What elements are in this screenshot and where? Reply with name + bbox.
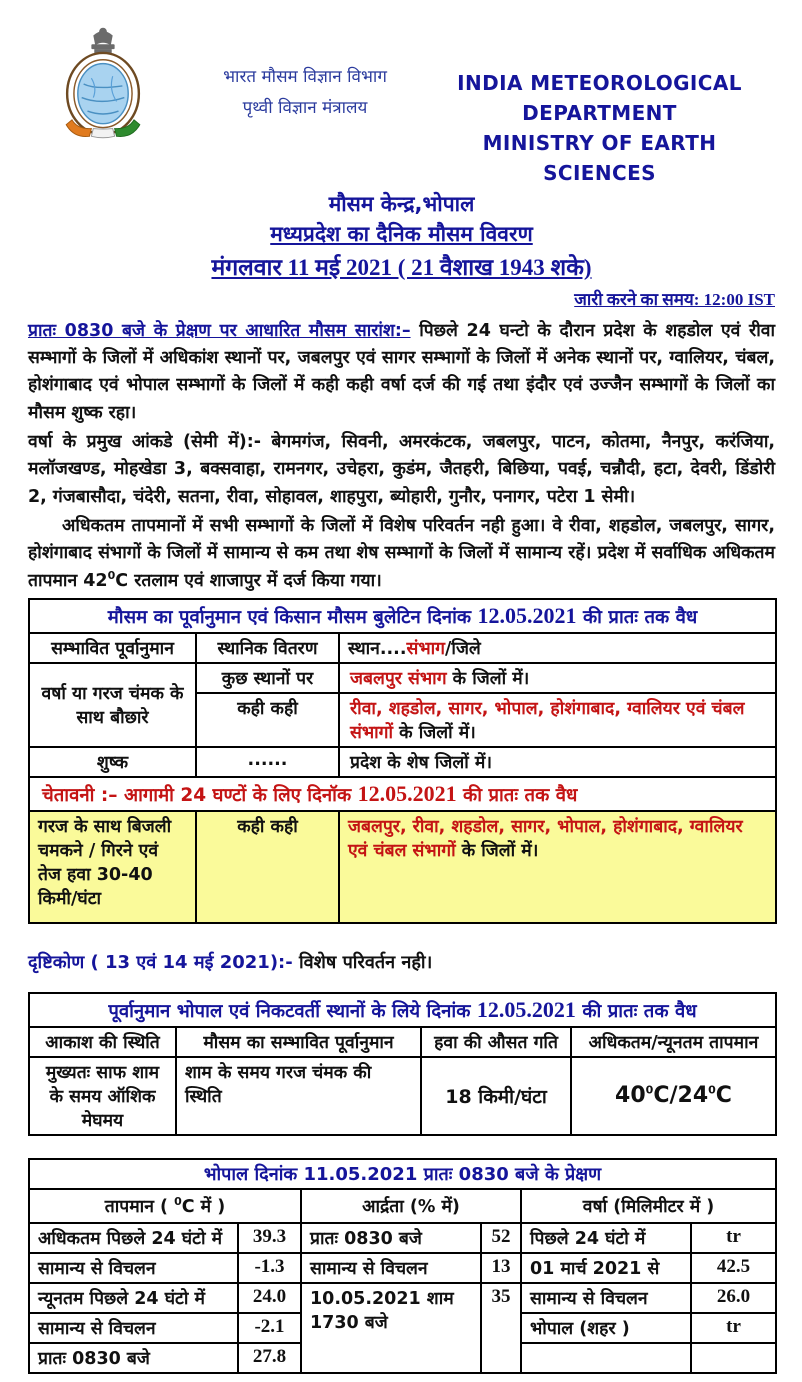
warning-valid-date: 12.05.2021 [357,780,457,806]
rainfall-group-header: वर्षा (मिलिमीटर में ) [521,1189,776,1223]
forecast-title-suffix: की प्रातः तक वैध [576,606,698,628]
bhopal-title-text: पूर्वानुमान भोपाल एवं निकटवर्ती स्थानों के लिये दिनांक [108,1000,477,1022]
area-2-suffix: के जिलों में। [393,722,476,743]
humidity-label-1: प्रातः 0830 बजे [301,1223,481,1253]
temp-header-pre: तापमान ( [104,1196,175,1217]
dept-hindi-line2: पृथ्वी विज्ञान मंत्रालय [242,98,368,119]
humidity-value-1: 52 [481,1223,521,1253]
observations-row-3 [29,1283,776,1313]
bhopal-forecast-header-row [29,1027,776,1057]
forecast-title-text: मौसम का पूर्वानुमान एवं किसान मौसम बुलेटिन दिनांक [107,606,478,628]
warning-title-text: चेतावनी :– आगामी 24 घण्टों के लिए दिनॉक [42,784,358,806]
rainfall-heading: वर्षा के प्रमुख आंकडे (सेमी में):- [28,431,261,452]
humidity-value-3: 35 [481,1283,521,1373]
warning-table [28,776,777,924]
rain-value-2: 42.5 [691,1253,776,1283]
rainfall-body: बेगमगंज, सिवनी, अमरकंटक, जबलपुर, पाटन, कोतमा, नैनपुर, करंजिया, मलॉजखण्ड, मोहखेडा 3, बक्सवाहा, रामनगर, उचेहरा, कुडंम, जैतहरी, बिछिया, पवई, चन्नौदी, हटा, देवरी, डिंडोरी 2, गंजबासौदा, चंदेरी, सतना, रीवा, सोहावल, शाहपुरा, ब्योहारी, गुनौर, पनागर, पटेरा 1 सेमी। [28,431,775,507]
bhopal-title-suffix: की प्रातः तक वैध [575,1000,697,1022]
max-min-temp-value [571,1057,776,1135]
area-2-divisions: रीवा, शहडोल, सागर, भोपाल, होशंगाबाद, ग्वालियर एवं चंबल संभागों [350,698,745,743]
temp-label-2: सामान्य से विचलन [29,1253,238,1283]
col-header-place [339,633,776,663]
temp-sup-2: 0 [708,1083,716,1097]
forecast-valid-date: 12.05.2021 [477,602,577,628]
temperature-group-header [29,1189,301,1223]
imd-logo [28,20,186,148]
warning-area-suffix: के जिलों में। [455,840,539,861]
temp-label-1: अधिकतम पिछले 24 घंटो में [29,1223,238,1253]
forecast-row-1 [29,663,776,693]
dept-hindi-line1: भारत मौसम विज्ञान विभाग [223,67,387,87]
outlook-line [28,950,775,974]
temp-header-post: C में ) [181,1196,226,1217]
observations-group-header-row [29,1189,776,1223]
warning-title-suffix: की प्रातः तक वैध [456,784,578,806]
forecast-area-1 [339,663,776,693]
rain-label-4: भोपाल (शहर ) [521,1313,691,1343]
col-header-distribution: स्थानिक वितरण [196,633,339,663]
temperature-body-2: में दर्ज किया गया। [260,571,382,592]
place-header-division: संभाग [406,638,446,659]
forecast-row-3 [29,747,776,777]
temp-max-number: 40 [615,1083,646,1109]
observations-title-row [29,1159,776,1189]
rain-label-2: 01 मार्च 2021 से [521,1253,691,1283]
forecast-title-row [29,599,776,633]
distribution-isolated: कही कही [196,693,339,747]
rain-label-5 [521,1343,691,1373]
dept-name-hindi [186,62,424,125]
rain-value-3: 26.0 [691,1283,776,1313]
area-1-divisions: जबलपुर संभाग [350,668,447,689]
rain-value-4: tr [691,1313,776,1343]
humidity-label-3: 10.05.2021 शाम 1730 बजे [301,1283,481,1373]
area-1-suffix: के जिलों में। [446,668,530,689]
temp-sup-1: 0 [645,1083,654,1097]
sky-condition-value: मुख्यतः साफ शाम के समय ऑशिक मेघमय [29,1057,176,1135]
rain-value-1: tr [691,1223,776,1253]
forecast-header-row [29,633,776,663]
temp-mid: C/24 [653,1083,709,1109]
distribution-few-places: कुछ स्थानों पर [196,663,339,693]
warning-title [29,777,776,811]
rain-value-5 [691,1343,776,1373]
observations-section [28,1158,775,1374]
outlook-body: विशेष परिवर्तन नही। [292,951,433,973]
humidity-label-2: सामान्य से विचलन [301,1253,481,1283]
temp-value-5: 27.8 [238,1343,301,1373]
max-temp-value: अधिकतम तापमान 42 [28,543,775,592]
observations-table [28,1158,777,1374]
dept-name-english [424,68,775,188]
summary-body: पिछले 24 घन्टो के दौरान प्रदेश के शहडोल एवं रीवा सम्भागों के जिलों में अधिकांश स्थानों पर, जबलपुर एवं सागर सम्भागों के जिलों में अनेक स्थानों पर, ग्वालियर, चंबल, होशंगाबाद एवं भोपाल सम्भागों के जिलों में कही कही वर्षा दर्ज की गई तथा इंदौर एवं उज्जैन सम्भागों के जिलों का मौसम शुष्क रहा। [28,320,775,423]
warning-area [339,811,776,923]
rain-label-3: सामान्य से विचलन [521,1283,691,1313]
temperature-paragraph [28,513,775,596]
office-name: मौसम केन्द्र,भोपाल [328,192,475,216]
observations-row-1 [29,1223,776,1253]
col-header-forecast: सम्भावित पूर्वानुमान [29,633,196,663]
bulletin-name: मध्यप्रदेश का दैनिक मौसम विवरण [270,222,533,247]
outlook-heading: दृष्टिकोण ( 13 एवं 14 मई 2021):- [28,951,293,973]
bhopal-valid-date: 12.05.2021 [476,996,576,1022]
forecast-title [29,599,776,633]
bhopal-forecast-title [29,993,776,1027]
warning-distribution: कही कही [196,811,339,923]
summary-heading: प्रातः 0830 बजे के प्रेक्षण पर आधारित मौसम सारांश:– [28,320,411,341]
bhopal-forecast-title-row [29,993,776,1027]
header-sky-condition: आकाश की स्थिति [29,1027,176,1057]
forecast-phenomenon-rain: वर्षा या गरज चंमक के साथ बौछारे [29,663,196,747]
header-probable-forecast: मौसम का सम्भावित पूर्वानुमान [176,1027,421,1057]
degree-sup: 0 [107,569,116,583]
forecast-area-2 [339,693,776,747]
temp-label-3: न्यूनतम पिछले 24 घंटो में [29,1283,238,1313]
rainfall-figures-paragraph [28,429,775,511]
wind-speed-value: 18 किमी/घंटा [421,1057,571,1135]
summary-paragraph [28,318,775,427]
temp-label-4: सामान्य से विचलन [29,1313,238,1343]
distribution-dots: ...... [196,747,339,777]
temp-value-2: -1.3 [238,1253,301,1283]
rain-label-1: पिछले 24 घंटो में [521,1223,691,1253]
header-wind-speed: हवा की औसत गति [421,1027,571,1057]
issue-time: जारी करने का समय: 12:00 IST [574,289,775,309]
imd-emblem-graphic [28,20,178,146]
temp-label-5: प्रातः 0830 बजे [29,1343,238,1373]
probable-forecast-value: शाम के समय गरज चंमक की स्थिति [176,1057,421,1135]
observations-title: भोपाल दिनांक 11.05.2021 प्रातः 0830 बजे के प्रेक्षण [29,1159,776,1189]
temp-value-4: -2.1 [238,1313,301,1343]
warning-divisions: जबलपुर, रीवा, शहडोल, सागर, भोपाल, होशंगाबाद, ग्वालियर एवं चंबल संभागों [348,816,743,861]
max-temp-stations: C रतलाम एवं शाजापुर [115,571,261,592]
temp-unit: C [715,1083,732,1109]
bulletin-date: मंगलवार 11 मई 2021 ( 21 वैशाख 1943 शके) [211,254,592,280]
forecast-table [28,598,777,778]
warning-row [29,811,776,923]
warning-title-row [29,777,776,811]
humidity-value-2: 13 [481,1253,521,1283]
bhopal-forecast-table [28,992,777,1136]
observations-row-2 [29,1253,776,1283]
header-max-min-temp: अधिकतम/न्यूनतम तापमान [571,1027,776,1057]
dept-english-line2: MINISTRY OF EARTH SCIENCES [482,131,717,185]
warning-phenomenon: गरज के साथ बिजली चमकने / गिरने एवं तेज हवा 30-40 किमी/घंटा [29,811,196,923]
temperature-body-1: अधिकतम तापमानों में सभी सम्भागों के जिलों में विशेष परिवर्तन नही हुआ। वे रीवा, शहडोल, जबलपुर, सागर, होशंगाबाद संभागों के जिलों में सामान्य से कम तथा शेष सम्भागों के जिलों में सामान्य रहें। प्रदेश में सर्वाधिक [28,515,775,564]
temp-value-3: 24.0 [238,1283,301,1313]
place-header-post: /जिले [445,638,481,659]
humidity-group-header: आर्द्रता (% में) [301,1189,521,1223]
forecast-area-3: प्रदेश के शेष जिलों में। [339,747,776,777]
bulletin-titles [28,190,775,283]
temp-header-sup: 0 [174,1194,182,1208]
temp-value-1: 39.3 [238,1223,301,1253]
bhopal-forecast-data-row [29,1057,776,1135]
forecast-phenomenon-dry: शुष्क [29,747,196,777]
header [28,20,775,188]
place-header-pre: स्थान.... [348,638,407,659]
dept-english-line1: INDIA METEOROLOGICAL DEPARTMENT [457,71,742,125]
